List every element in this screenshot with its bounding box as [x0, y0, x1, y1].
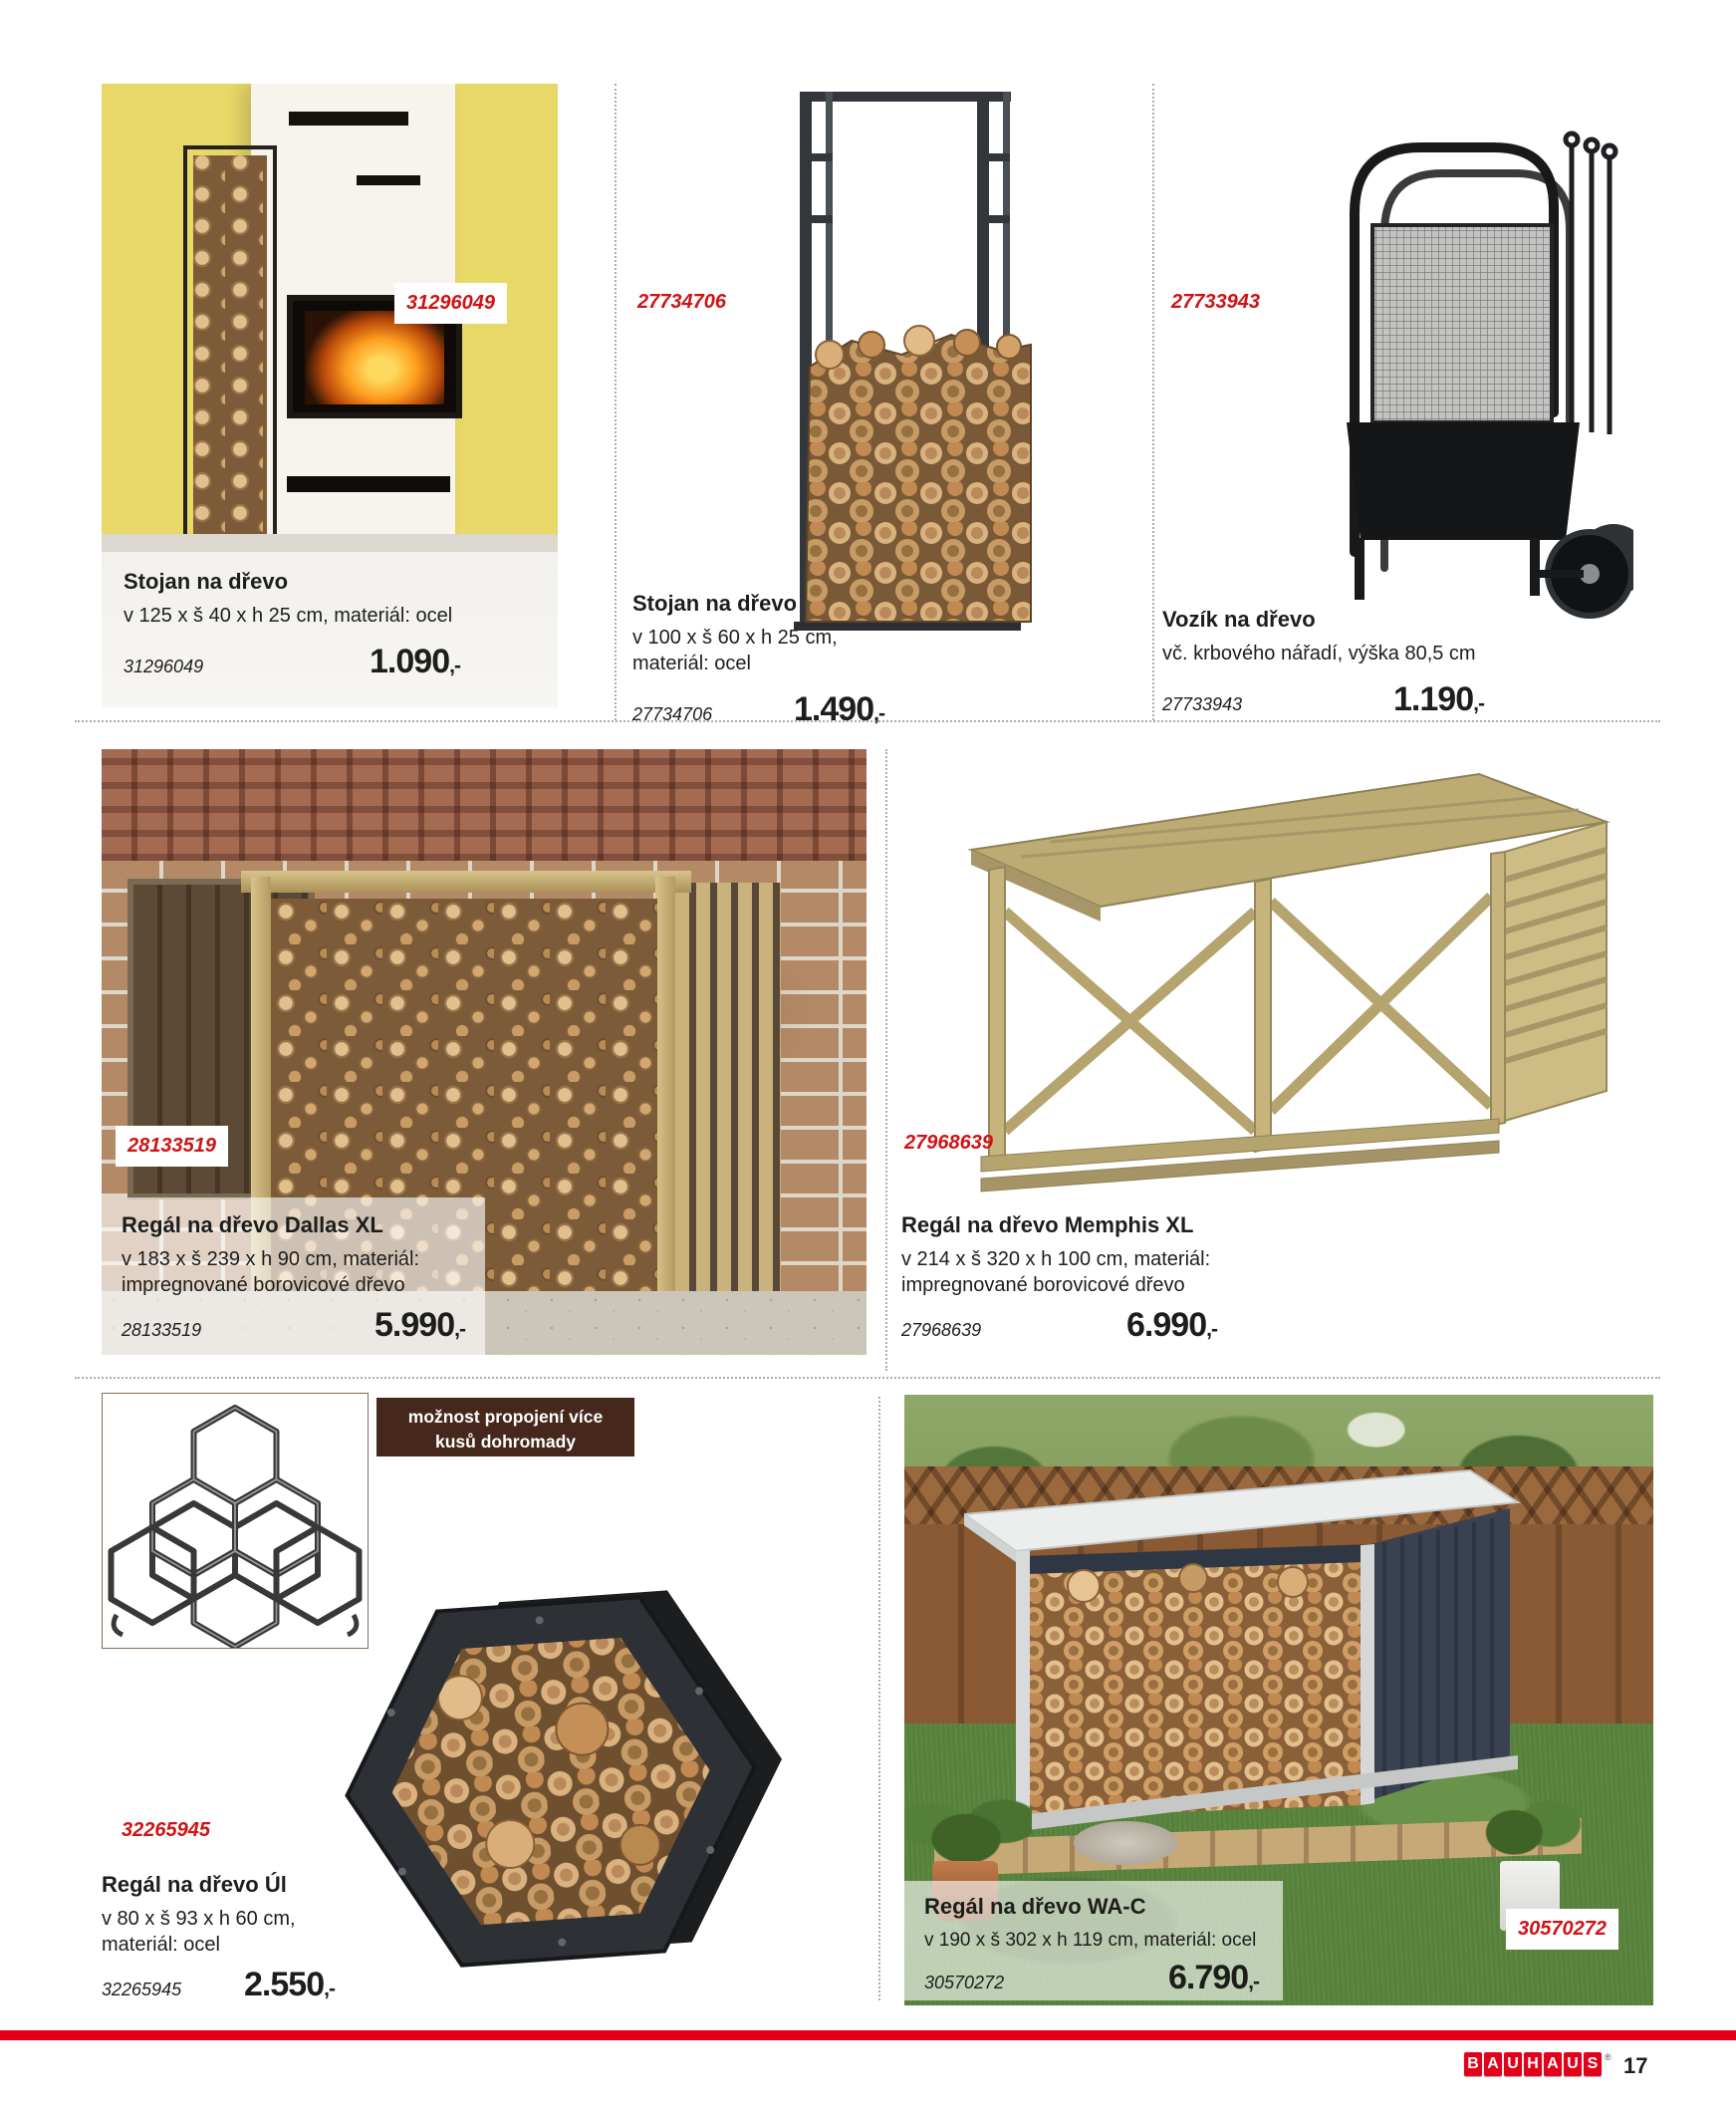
- article-number: 27968639: [901, 1320, 982, 1341]
- badge-line-1: možnost propojení více: [407, 1407, 604, 1427]
- price-suffix: ,-: [1248, 1970, 1259, 1993]
- shed-post: [1016, 1550, 1030, 1817]
- price-suffix: ,-: [1473, 691, 1484, 715]
- product-desc: v 183 x š 239 x h 90 cm, materiál: impregnované borovicové dřevo: [122, 1247, 420, 1296]
- photo-article-tag: 32265945: [122, 1819, 210, 1841]
- price-amount: 6.990: [1126, 1306, 1207, 1345]
- product-title: Stojan na dřevo: [632, 591, 798, 616]
- price-amount: 5.990: [374, 1306, 455, 1345]
- logo-letter: H: [1524, 2052, 1542, 2076]
- article-price-row: [901, 1306, 1217, 1345]
- price-suffix: ,-: [449, 654, 460, 677]
- price-suffix: ,-: [1206, 1318, 1217, 1342]
- article-number: 32265945: [102, 1980, 182, 2000]
- product-info: [901, 1211, 1240, 1345]
- product-info: [1162, 606, 1484, 719]
- cart-bin: [1347, 422, 1580, 540]
- dotted-separator: [75, 1377, 1660, 1379]
- hex-container: [335, 1583, 795, 1973]
- product-photo-hex-rack: [287, 1542, 862, 2007]
- metal-shed: [964, 1456, 1542, 1855]
- wood-shelter: [971, 774, 1607, 1191]
- product-desc: v 125 x š 40 x h 25 cm, materiál: ocel: [124, 604, 453, 627]
- article-price-row: [632, 690, 884, 729]
- product-desc: v 214 x š 320 x h 100 cm, materiál: impregnované borovicové dřevo: [901, 1247, 1211, 1296]
- fireplace-vent: [357, 175, 420, 185]
- price-suffix: ,-: [873, 702, 884, 726]
- product-title: Stojan na dřevo: [124, 569, 289, 594]
- product-photo-fireplace: [102, 84, 558, 707]
- article-number: 27734706: [632, 704, 713, 725]
- price-amount: 1.090: [370, 642, 450, 680]
- slat-panel: [675, 883, 781, 1311]
- logo-letter: A: [1544, 2052, 1562, 2076]
- price-amount: 6.790: [1168, 1958, 1249, 1996]
- logo-letter: U: [1564, 2052, 1582, 2076]
- badge-line-2: kusů dohromady: [435, 1432, 576, 1453]
- product-title: Vozík na dřevo: [1162, 607, 1316, 632]
- footer-red-bar: [0, 2030, 1736, 2040]
- article-price-row: [122, 1306, 465, 1345]
- feature-badge: [376, 1398, 634, 1456]
- price: [370, 643, 460, 681]
- fireplace-slot: [287, 476, 450, 492]
- article-number: 30570272: [924, 1972, 1005, 1992]
- dotted-separator: [1152, 84, 1154, 720]
- product-photo-memphis-xl: [901, 762, 1638, 1210]
- photo-article-tag: 27734706: [637, 291, 726, 313]
- price: [374, 1306, 465, 1345]
- logo-letter: A: [1484, 2052, 1502, 2076]
- article-number: 27733943: [1162, 693, 1243, 714]
- dotted-separator: [878, 1397, 880, 2000]
- article-price-row: [924, 1959, 1259, 1997]
- price-amount: 1.190: [1393, 679, 1474, 718]
- photo-article-tag: 31296049: [394, 283, 507, 324]
- product-desc: vč. krbového nářadí, výška 80,5 cm: [1162, 642, 1476, 664]
- article-number: 28133519: [122, 1320, 202, 1341]
- fireplace-vent: [289, 112, 408, 126]
- product-info: [102, 1197, 485, 1355]
- photo-article-tag: 27968639: [904, 1132, 993, 1154]
- price: [1168, 1959, 1259, 1997]
- stone: [1074, 1821, 1177, 1865]
- product-desc: v 80 x š 93 x h 60 cm, materiál: ocel: [102, 1907, 296, 1956]
- price-suffix: ,-: [454, 1318, 465, 1342]
- product-info: [102, 552, 558, 707]
- product-info: [904, 1881, 1283, 2000]
- article-price-row: [102, 1966, 335, 2004]
- shrub: [1478, 1785, 1582, 1871]
- page-number: 17: [1623, 2053, 1648, 2078]
- logo-letter: U: [1504, 2052, 1522, 2076]
- product-desc: v 100 x š 60 x h 25 cm, materiál: ocel: [632, 626, 838, 674]
- product-photo-dallas-xl: [102, 749, 867, 1355]
- product-title: Regál na dřevo Dallas XL: [122, 1212, 383, 1237]
- article-price-row: [124, 643, 460, 681]
- fire-tools: [1566, 133, 1615, 434]
- dotted-separator: [885, 749, 887, 1371]
- photo-article-tag: 28133519: [116, 1126, 228, 1167]
- article-price-row: [1162, 680, 1484, 719]
- product-info: [102, 1871, 351, 2004]
- product-info: [632, 590, 884, 729]
- log-rack: [183, 145, 277, 582]
- photo-article-tag: 30570272: [1506, 1909, 1618, 1950]
- product-title: Regál na dřevo WA-C: [924, 1894, 1146, 1919]
- product-title: Regál na dřevo Úl: [102, 1872, 287, 1897]
- shed-post: [1361, 1544, 1374, 1805]
- price: [244, 1966, 335, 2004]
- logo-letter: B: [1464, 2052, 1482, 2076]
- photo-article-tag: 27733943: [1171, 291, 1260, 313]
- price-amount: 1.490: [794, 690, 874, 729]
- fire-glow: [305, 311, 444, 404]
- product-title: Regál na dřevo Memphis XL: [901, 1212, 1194, 1237]
- mesh-panel: [1372, 225, 1552, 422]
- price: [1393, 680, 1484, 719]
- article-number: 31296049: [124, 656, 204, 676]
- roof-tiles: [102, 749, 867, 861]
- price: [794, 690, 884, 729]
- registered-mark: ®: [1605, 2052, 1612, 2062]
- product-photo-wa-c: [904, 1395, 1653, 2005]
- bauhaus-logo: [1464, 2052, 1612, 2076]
- wood-beam: [241, 871, 691, 893]
- product-photo-firewood-stand: [782, 84, 1041, 638]
- product-photo-firewood-cart: [1285, 84, 1633, 638]
- product-desc: v 190 x š 302 x h 119 cm, materiál: ocel: [924, 1929, 1257, 1951]
- log-pile: [806, 326, 1031, 622]
- dotted-separator: [615, 84, 617, 720]
- price: [1126, 1306, 1217, 1345]
- wood-post: [655, 877, 675, 1311]
- price-amount: 2.550: [244, 1966, 325, 2004]
- logo-letter: S: [1584, 2052, 1602, 2076]
- price-suffix: ,-: [324, 1978, 335, 2001]
